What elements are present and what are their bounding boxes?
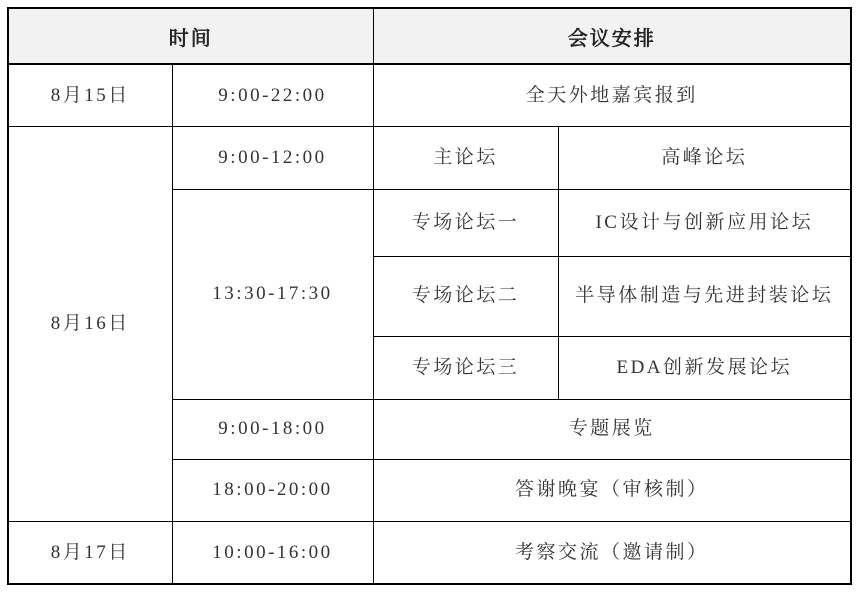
aug15-date-cell: 8月15日 — [8, 64, 172, 126]
aug16-exhibition-event-cell: 专题展览 — [373, 399, 851, 459]
header-row — [8, 8, 851, 64]
aug16-dinner-time-cell: 18:00-20:00 — [172, 459, 373, 521]
header-time-cell: 时间 — [8, 8, 373, 64]
table-row-aug17 — [8, 521, 851, 584]
conference-schedule-table — [7, 7, 852, 585]
aug15-time-cell: 9:00-22:00 — [172, 64, 373, 126]
aug17-date-cell: 8月17日 — [8, 521, 172, 584]
aug17-time-cell: 10:00-16:00 — [172, 521, 373, 584]
aug16-morning-time-cell: 9:00-12:00 — [172, 126, 373, 189]
aug15-event-cell: 全天外地嘉宾报到 — [373, 64, 851, 126]
aug16-date-cell: 8月16日 — [8, 126, 172, 521]
aug16-session2-track-cell: 专场论坛二 — [373, 256, 558, 336]
aug16-afternoon-time-cell: 13:30-17:30 — [172, 189, 373, 399]
aug16-dinner-event-cell: 答谢晚宴（审核制） — [373, 459, 851, 521]
aug17-event-cell: 考察交流（邀请制） — [373, 521, 851, 584]
aug16-session3-track-cell: 专场论坛三 — [373, 336, 558, 399]
aug16-session2-event-cell: 半导体制造与先进封装论坛 — [558, 256, 851, 336]
aug16-morning-event-cell: 高峰论坛 — [558, 126, 851, 189]
aug16-session3-event-cell: EDA创新发展论坛 — [558, 336, 851, 399]
aug16-exhibition-time-cell: 9:00-18:00 — [172, 399, 373, 459]
header-arrangement-cell: 会议安排 — [373, 8, 851, 64]
table-row-aug16-morning — [8, 126, 851, 189]
table-row-aug15 — [8, 64, 851, 126]
aug16-session1-track-cell: 专场论坛一 — [373, 189, 558, 256]
aug16-session1-event-cell: IC设计与创新应用论坛 — [558, 189, 851, 256]
aug16-morning-track-cell: 主论坛 — [373, 126, 558, 189]
